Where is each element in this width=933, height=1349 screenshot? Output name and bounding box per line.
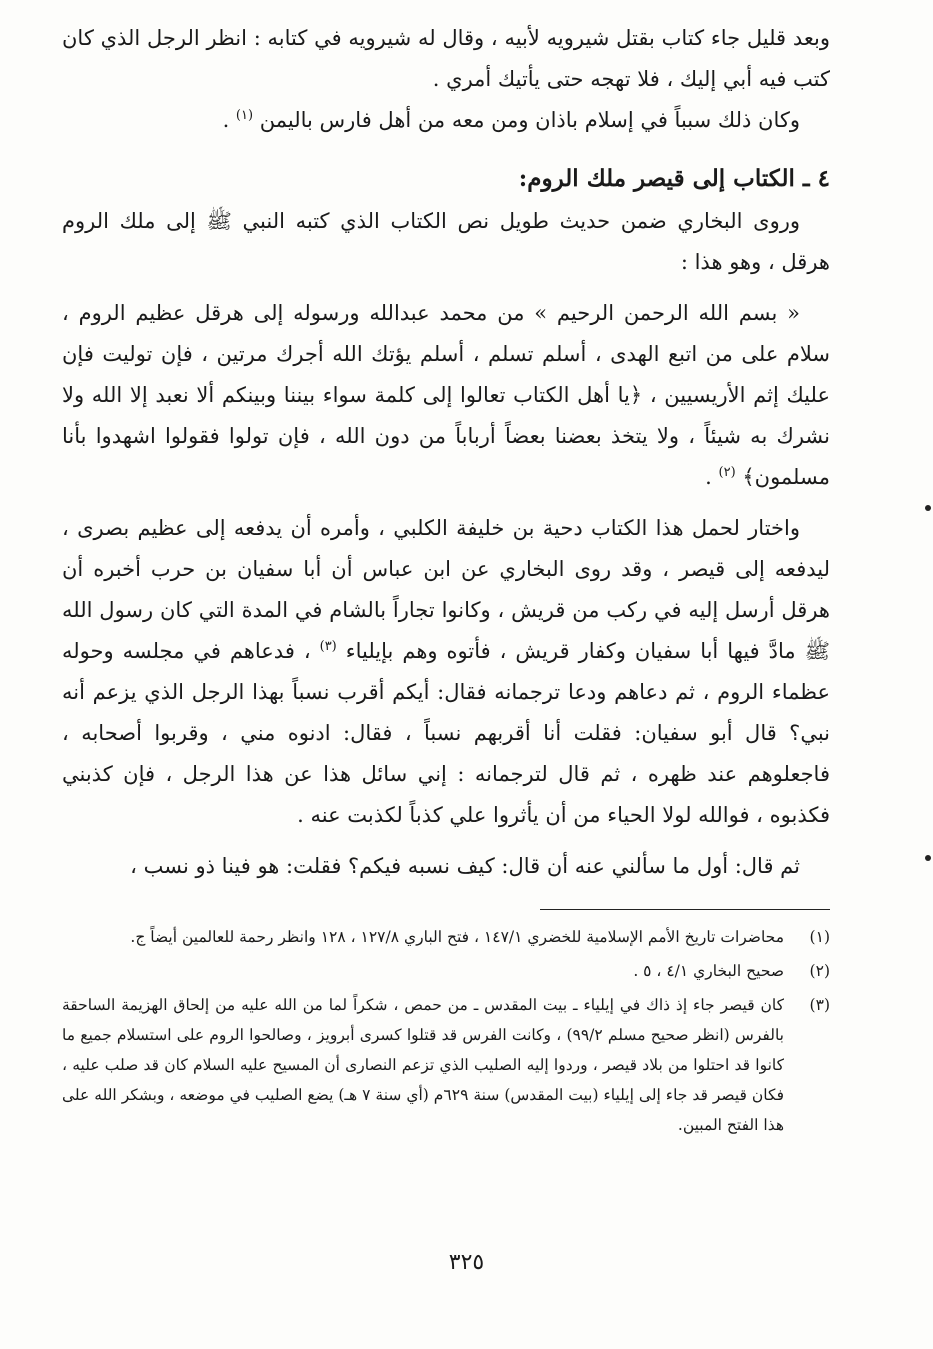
paragraph-2: وكان ذلك سبباً في إسلام باذان ومن معه من أهل فارس باليمن $^{(١)}$ .	[222, 108, 800, 132]
paragraph-2-text: وكان ذلك سبباً في إسلام باذان ومن معه من أهل فارس باليمن	[259, 108, 800, 132]
paragraph-4-letter: « بسم الله الرحمن الرحيم » من محمد عبدالله ورسوله إلى هرقل عظيم الروم ، سلام على من اتبع الهدى ، أسلم تسلم ، أسلم يؤتك الله أجرك مرتين ، فإن توليت فإن عليك إثم الأريسيين ، ﴿يا أهل الكتاب تعالوا إلى كلمة سواء بيننا وبينكم ألا نعبد إلا الله ولا نشرك به شيئاً ، ولا يتخذ بعضنا بعضاً أرباباً من دون الله ، فإن تولوا فقولوا اشهدوا بأنا مسلمون﴾ $^{(٢)}$ .	[62, 301, 830, 489]
footnote-ref-1[interactable]: (١)	[235, 108, 254, 123]
footnote-divider	[540, 909, 830, 910]
page-number: ٣٢٥	[448, 1250, 485, 1275]
footnote-ref-3[interactable]: (٣)	[319, 639, 337, 654]
page-content	[62, 18, 830, 1144]
footnote-text: كان قيصر جاء إذ ذاك في إيلياء ـ بيت المقدس ـ من حمص ، شكراً لما من الله عليه من إلحاق الهزيمة الساحقة بالفرس (انظر صحيح مسلم ٩٩/٢) ، وكانت الفرس قد قتلوا كسرى أبرويز ، وصالحوا الروم على استسلام جميع ما كانوا قد احتلوا من بلاد قيصر ، وردوا إليه الصليب الذي تزعم النصارى أن المسيح عليه السلام كان قد صلب عليه ، فكان قيصر قد جاء إلى إيلياء (بيت المقدس) سنة ٦٢٩م (أي سنة ٧ هـ) يضع الصليب في موضعه ، وبشكر الله على هذا الفتح المبين.	[62, 996, 784, 1134]
footnote-2	[62, 956, 830, 986]
paragraph-5-text-a: واختار لحمل هذا الكتاب دحية بن خليفة الكلبي ، وأمره أن يدفعه إلى عظيم بصرى ، ليدفعه إلى قيصر ، وقد روى البخاري عن ابن عباس أن أبا سفيان بن حرب أخبره أن هرقل أرسل إليه في ركب من قريش ، وكانوا تجاراً بالشام في المدة التي كان رسول الله ﷺ مادَّ فيها أبا سفيان وكفار قريش ، فأتوه وهم بإيلياء	[62, 516, 830, 663]
paragraph-3: وروى البخاري ضمن حديث طويل نص الكتاب الذي كتبه النبي ﷺ إلى ملك الروم هرقل ، وهو هذا :	[62, 209, 830, 274]
footnote-3	[62, 990, 830, 1140]
section-heading: ٤ ـ الكتاب إلى قيصر ملك الروم:	[518, 165, 830, 192]
footnote-number: (٢)	[809, 962, 830, 980]
letter-text: « بسم الله الرحمن الرحيم » من محمد عبدالله ورسوله إلى هرقل عظيم الروم ، سلام على من اتبع الهدى ، أسلم تسلم ، أسلم يؤتك الله أجرك مرتين ، فإن توليت فإن عليك إثم الأريسيين ، ﴿يا أهل الكتاب تعالوا إلى كلمة سواء بيننا وبينكم ألا نعبد إلا الله ولا نشرك به شيئاً ، ولا يتخذ بعضنا بعضاً أرباباً من دون الله ، فإن تولوا فقولوا اشهدوا بأنا مسلمون﴾	[62, 301, 830, 489]
scan-mark	[925, 505, 931, 511]
paragraph-1: وبعد قليل جاء كتاب بقتل شيرويه لأبيه ، وقال له شيرويه في كتابه : انظر الرجل الذي كان كتب فيه أبي إليك ، فلا تهجه حتى يأتيك أمري .	[62, 26, 830, 91]
footnote-text: محاضرات تاريخ الأمم الإسلامية للخضري ١٤٧/١ ، فتح الباري ١٢٧/٨ ، ١٢٨ وانظر رحمة للعالمين أيضاً ج.	[130, 928, 784, 946]
paragraph-5	[62, 508, 830, 836]
paragraph-5-text-b: ، فدعاهم في مجلسه وحوله عظماء الروم ، ثم دعاهم ودعا ترجمانه فقال: أيكم أقرب نسباً بهذا الرجل الذي يزعم أنه نبي؟ قال أبو سفيان: فقلت أنا أقربهم نسباً ، فقال: ادنوه مني ، وقربوا أصحابه ، فاجعلوهم عند ظهره ، ثم قال لترجمانه : إني سائل هذا عن هذا الرجل ، فإن كذبني فكذبوه ، فوالله لولا الحياء من أن يأثروا علي كذباً لكذبت عنه .	[62, 639, 830, 827]
footnote-number: (٣)	[809, 996, 830, 1014]
paragraph-6: ثم قال: أول ما سألني عنه أن قال: كيف نسبه فيكم؟ فقلت: هو فينا ذو نسب ،	[130, 854, 800, 878]
footnote-number: (١)	[809, 928, 830, 946]
footnote-ref-2[interactable]: (٢)	[718, 465, 736, 480]
scan-mark	[925, 855, 931, 861]
footnote-1	[62, 922, 830, 952]
footnote-text: صحيح البخاري ٤/١ ، ٥ .	[633, 962, 784, 980]
footnotes	[62, 922, 830, 1140]
